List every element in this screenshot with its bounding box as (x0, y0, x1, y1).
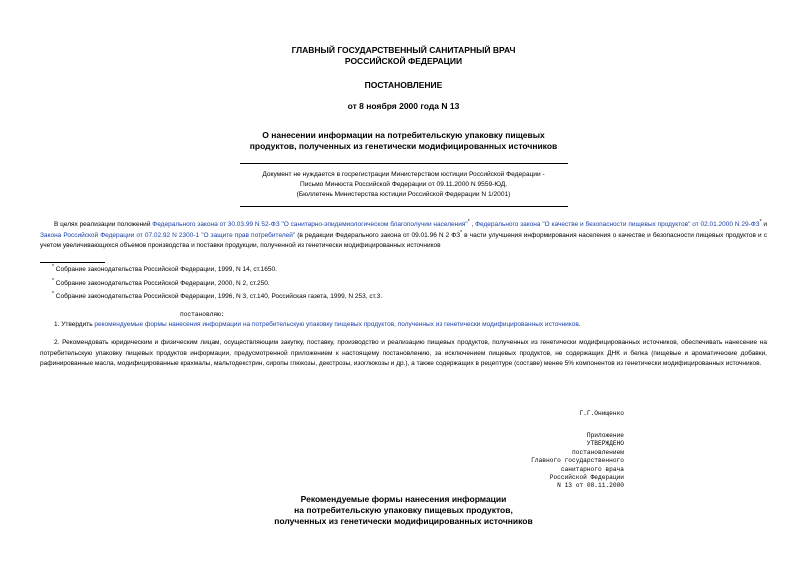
appendix-line: Главного государственного (531, 457, 624, 465)
link-federal-law-29fz[interactable]: Федерального закона "О качестве и безопасности пищевых продуктов" от 02.01.2000 N 29-ФЗ (475, 221, 760, 228)
footnote-mark-1: * (467, 218, 470, 225)
appendix-line: санитарного врача (560, 465, 624, 473)
preamble-text-5: в части улучшения информирования населения о качестве и безопасности пищевых продуктов и с учетом увеличивающихся объемов производства и поставки продукции, полученной из генетически модифицированных источников (40, 231, 767, 249)
registration-note-line-2: Письмо Минюста Российской Федерации от 09.11.2000 N 9559-ЮД. (299, 181, 508, 188)
appendix-line: УТВЕРЖДЕНО (586, 440, 624, 448)
doc-type: ПОСТАНОВЛЕНИЕ (364, 80, 443, 90)
footnote-mark-3: * (460, 229, 463, 236)
appendix-approval-block (490, 432, 624, 491)
footnote-mark-2: * (759, 218, 762, 225)
doc-title-line-1: О нанесении информации на потребительскую упаковку пищевых (262, 130, 545, 140)
footnote-mark: * (52, 277, 54, 284)
link-federal-law-52fz[interactable]: Федерального закона от 30.03.99 N 52-ФЗ "О санитарно-эпидемиологическом благополучии населения" (152, 221, 468, 228)
preamble-paragraph (40, 220, 767, 252)
appendix-title-line-2: на потребительскую упаковку пищевых продуктов, (294, 505, 513, 515)
footnote-mark: * (52, 290, 54, 297)
footnote-mark: * (52, 263, 54, 270)
footnote-3: * Собрание законодательства Российской Федерации, 1996, N 3, ст.140, Российская газета, 1999, N 253, ст.3. (52, 290, 383, 300)
issuer-line-1: ГЛАВНЫЙ ГОСУДАРСТВЕННЫЙ САНИТАРНЫЙ ВРАЧ (291, 45, 516, 55)
appendix-title-line-1: Рекомендуемые формы нанесения информации (300, 494, 507, 504)
doc-title-line-2: продуктов, полученных из генетически модифицированных источников (249, 141, 558, 151)
divider-top (240, 163, 568, 164)
appendix-line: Российской Федерации (549, 474, 624, 482)
doc-date: от 8 ноября 2000 года N 13 (347, 101, 460, 111)
preamble-text-1: В целях реализации положений (54, 221, 153, 228)
appendix-line: постановлением (572, 448, 624, 456)
divider-bottom (240, 206, 568, 207)
link-consumer-rights-law[interactable]: Закона Российской Федерации от 07.02.92 N 2300-1 "О защите прав потребителей" (40, 231, 296, 239)
appendix-title-line-3: полученных из генетически модифицированных источников (274, 516, 533, 526)
registration-note-line-3: (Бюллетень Министерства юстиции Российской Федерации N 1/2001) (296, 191, 511, 198)
item-1-suffix: . (578, 321, 581, 328)
registration-note-line-1: Документ не нуждается в госрегистрации Министерством юстиции Российской Федерации - (262, 171, 545, 178)
issuer-line-2: РОССИЙСКОЙ ФЕДЕРАЦИИ (344, 56, 463, 66)
preamble-text-3: и (761, 221, 768, 228)
footnote-1: * Собрание законодательства Российской Федерации, 1999, N 14, ст.1650. (52, 263, 277, 273)
preamble-text-2: , (469, 221, 476, 228)
footnote-2: * Собрание законодательства Российской Федерации, 2000, N 2, ст.250. (52, 277, 270, 287)
link-appendix-forms[interactable]: рекомендуемые формы нанесения информации на потребительскую упаковку пищевых продуктов, полученных из генетически модифицированных источников (94, 321, 579, 328)
footnote-separator (40, 262, 105, 263)
preamble-text-4: (в редакции Федерального закона от 09.01.96 N 2 ФЗ (295, 231, 461, 239)
item-2: 2. Рекомендовать юридическим и физическим лицам, осуществляющим закупку, поставку, производство и реализацию пищевых продуктов, полученных из генетически модифицированных источников, обеспечивать нанесение на потребительскую упаковку пищевых продуктов информации, предусмотренной приложением к настоящему постановлению, за исключением пищевых продуктов, не содержащих ДНК и белка (пищевые и ароматические добавки, рафинированные масла, модифицированные крахмалы, мальтодекстрин, сиропы глюкозы, декстрозы, изоглюкозы и др.), а также содержащих в рецептуре (составе) менее 5% компонентов из генетически модифицированных источников. (40, 339, 767, 367)
appendix-line: N 13 от 08.11.2000 (557, 482, 624, 490)
item-1 (54, 320, 767, 331)
item-1-prefix: 1. Утвердить (54, 321, 95, 328)
resolve-word: постановляю: (180, 311, 225, 318)
signature: Г.Г.Онищенко (579, 410, 624, 417)
appendix-line: Приложение (586, 432, 624, 439)
